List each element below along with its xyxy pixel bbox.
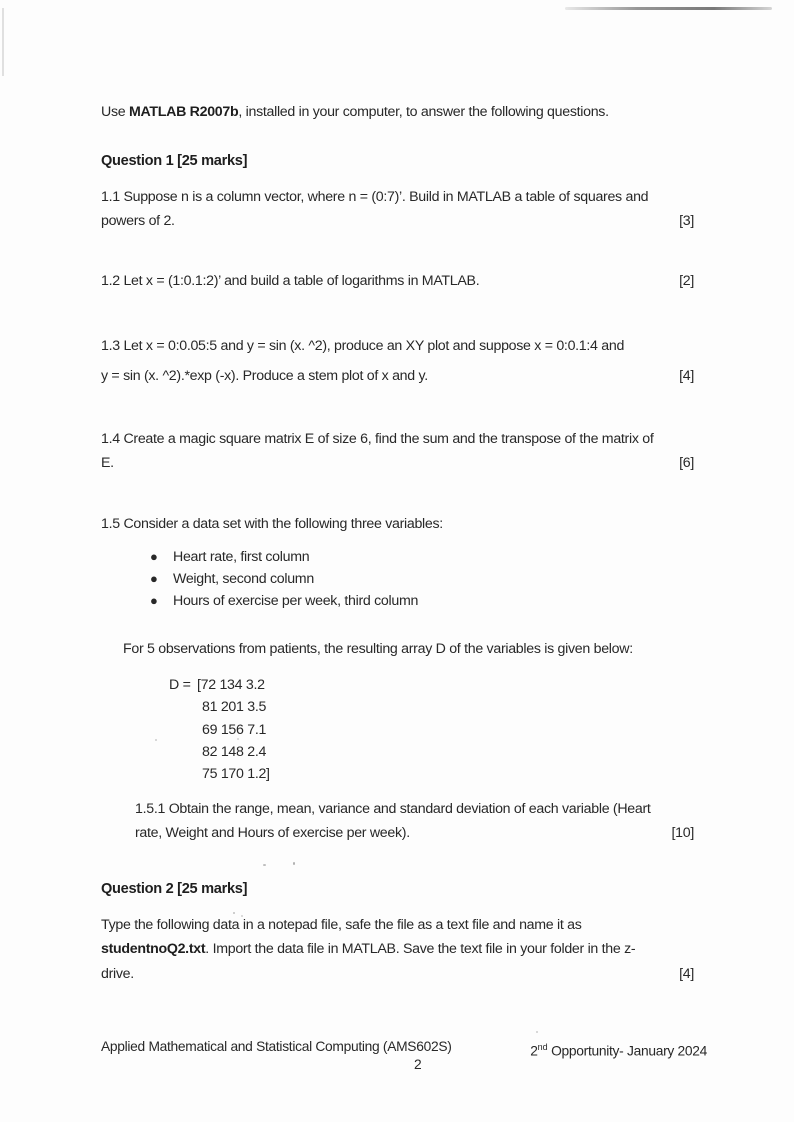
question-1-1-line2: powers of 2. (101, 213, 175, 229)
question-1-1-marks: [3] (679, 213, 694, 229)
question-2-line1: Type the following data in a notepad file, safe the file as a text file and name it as (101, 917, 582, 933)
question-1-3-paragraph (101, 331, 694, 391)
footer-session-ordinal: nd (537, 1042, 548, 1052)
question-1-5-1-marks: [10] (671, 825, 694, 841)
intro-text-suffix: , installed in your computer, to answer the following questions. (238, 104, 609, 120)
question-1-4-paragraph (101, 427, 694, 475)
scan-artifact-top-line (565, 7, 772, 10)
question-1-5-1-paragraph (135, 797, 694, 845)
footer-exam-session (530, 1038, 707, 1061)
matrix-label: D = (169, 677, 191, 693)
question-1-2-paragraph (101, 269, 694, 293)
question-1-5-1-line2: rate, Weight and Hours of exercise per week). (135, 825, 410, 841)
bullet-icon: ● (150, 593, 158, 608)
scan-artifact-left-edge-line (2, 8, 4, 76)
scan-speck (263, 864, 266, 866)
list-item (101, 546, 694, 568)
intro-text-bold: MATLAB R2007b (128, 104, 239, 120)
question-2-line3: drive. (101, 965, 134, 982)
scan-speck (536, 1031, 538, 1033)
question-2-marks: [4] (679, 965, 694, 982)
question-1-4-line1: 1.4 Create a magic square matrix E of size 6, find the sum and the transpose of the matrix of (101, 431, 654, 447)
question-1-3-line2: y = sin (x. ^2).*exp (-x). Produce a stem plot of x and y. (101, 368, 428, 384)
question-1-1-line1: 1.1 Suppose n is a column vector, where n = (0:7)’. Build in MATLAB a table of squares and (101, 189, 649, 205)
question-1-2-line1: 1.2 Let x = (1:0.1:2)’ and build a table of logarithms in MATLAB. (101, 273, 480, 289)
list-item-label: Hours of exercise per week, third column (173, 593, 419, 609)
question-1-4-line2: E. (101, 455, 114, 471)
question-1-2-marks: [2] (679, 273, 694, 289)
matrix-row: 81 201 3.5 (202, 699, 267, 716)
question-1-3-line1: 1.3 Let x = 0:0.05:5 and y = sin (x. ^2), produce an XY plot and suppose x = 0:0.1:4 and (101, 338, 625, 354)
scan-speck (293, 862, 295, 865)
question-2-heading: Question 2 [25 marks] (101, 881, 248, 897)
question-1-5-1-line1: 1.5.1 Obtain the range, mean, variance and standard deviation of each variable (Heart (135, 801, 651, 817)
question-1-1-paragraph (101, 185, 694, 233)
footer-session-rest: Opportunity- January 2024 (547, 1043, 707, 1059)
matrix-block (169, 674, 270, 785)
scan-speck (155, 739, 157, 741)
page-number: 2 (414, 1057, 422, 1072)
matrix-row-values: [72 134 3.2 (197, 677, 265, 693)
matrix-row (169, 674, 270, 696)
question-2-filename-bold: studentnoQ2.txt (101, 941, 206, 958)
intro-text-prefix: Use (101, 104, 129, 120)
list-item-label: Heart rate, first column (173, 549, 310, 565)
intro-paragraph (101, 100, 694, 124)
question-1-3-marks: [4] (679, 368, 694, 384)
observations-intro: For 5 observations from patients, the resulting array D of the variables is given below: (123, 641, 633, 657)
variables-bullet-list (101, 546, 694, 612)
matrix-row: 69 156 7.1 (202, 721, 267, 738)
bullet-icon: ● (150, 571, 158, 586)
footer-session-number: 2 (530, 1043, 538, 1059)
question-1-4-marks: [6] (679, 455, 694, 471)
footer-course-title: Applied Mathematical and Statistical Computing (AMS602S) (101, 1039, 452, 1054)
list-item (101, 568, 694, 590)
question-2-line2-rest: . Import the data file in MATLAB. Save the text file in your folder in the z- (205, 941, 636, 958)
list-item (101, 590, 694, 612)
question-2-paragraph (101, 913, 694, 986)
question-1-heading: Question 1 [25 marks] (101, 153, 248, 169)
bullet-icon: ● (150, 549, 158, 564)
matrix-row: 75 170 1.2] (202, 766, 270, 783)
matrix-row: 82 148 2.4 (202, 743, 267, 760)
question-1-5-intro: 1.5 Consider a data set with the following three variables: (101, 516, 443, 532)
list-item-label: Weight, second column (173, 571, 314, 587)
